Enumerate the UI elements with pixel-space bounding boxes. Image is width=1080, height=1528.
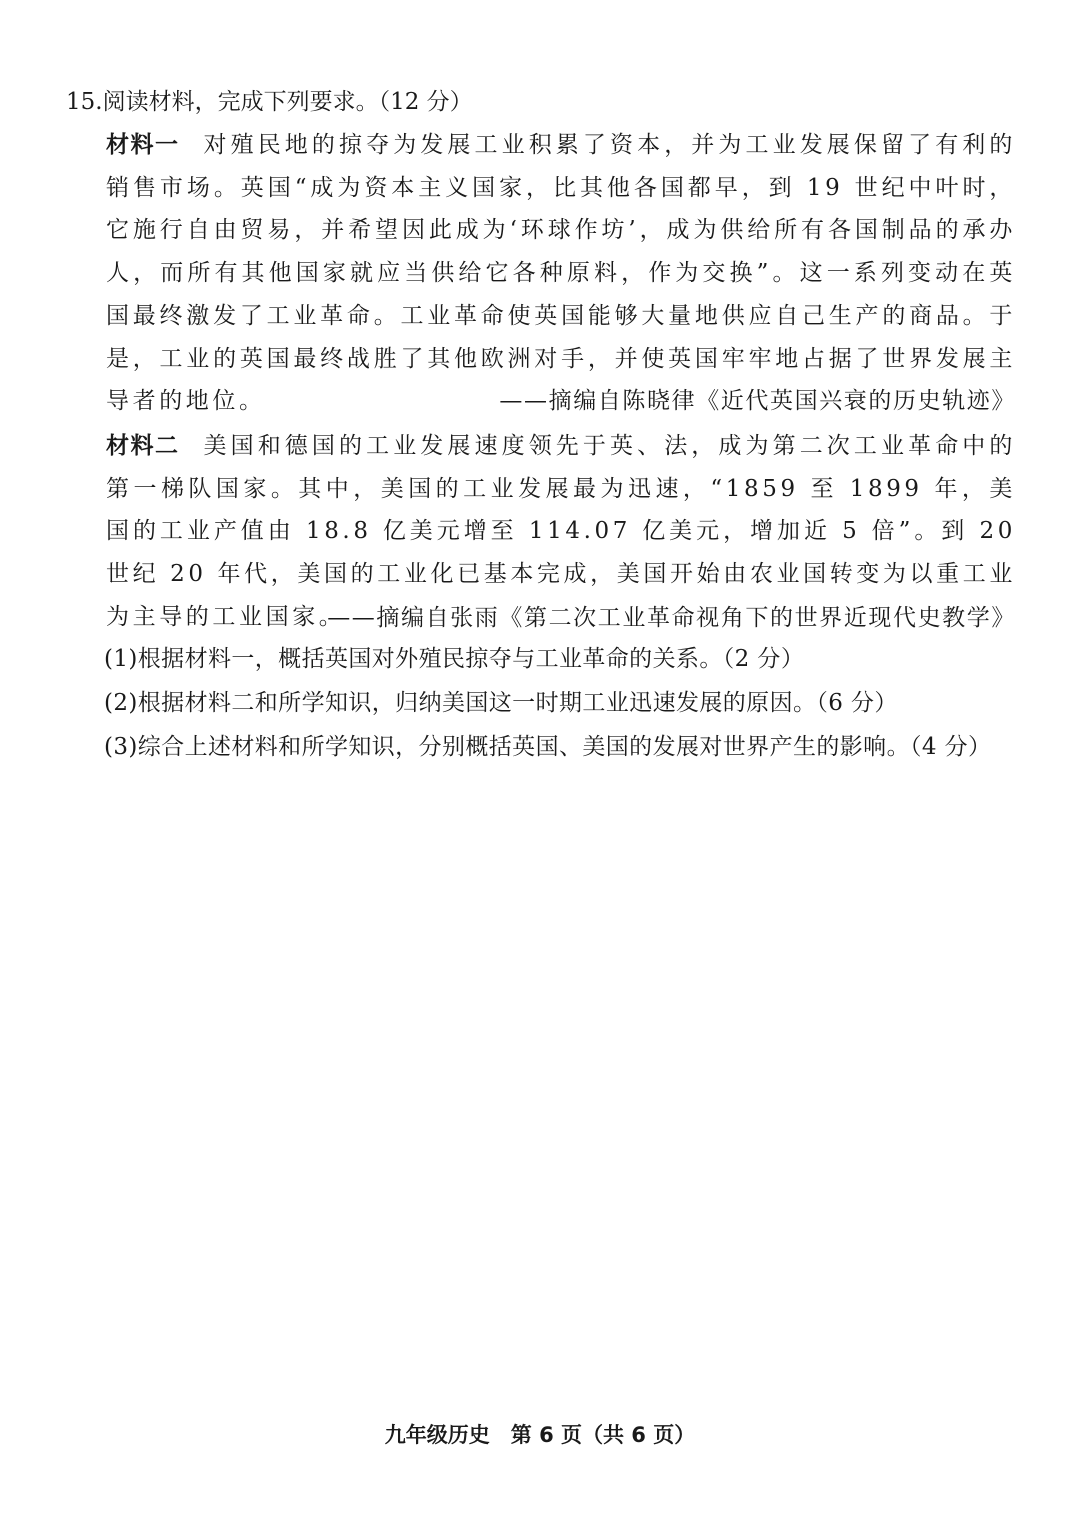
material-two-text: 美国和德国的工业发展速度领先于英、法，成为第二次工业革命中的第一梯队国家。其中，美国的工业发展最为迅速，“1859 至 1899 年，美国的工业产值由 18.8 亿美元增至 114.07 亿美元，增加近 5 倍”。到 20 世纪 20 年代，美国的工业化已基本完成，美国开始由农业国转变为以重工业为主导的工业国家。 <box>106 433 1016 630</box>
material-one-label: 材料一 <box>106 132 180 158</box>
material-two-label: 材料二 <box>106 433 180 459</box>
material-one-source: ——摘编自陈晓律《近代英国兴衰的历史轨迹》 <box>499 388 1016 414</box>
material-two-source: ——摘编自张雨《第二次工业革命视角下的世界近现代史教学》 <box>327 605 1016 631</box>
sub-question-3: (3)综合上述材料和所学知识，分别概括英国、美国的发展对世界产生的影响。（4 分） <box>104 734 992 760</box>
sub-question-1: (1)根据材料一，概括英国对外殖民掠夺与工业革命的关系。（2 分） <box>104 646 805 672</box>
page-footer: 九年级历史 第 6 页（共 6 页） <box>384 1423 696 1447</box>
sub-question-2: (2)根据材料二和所学知识，归纳美国这一时期工业迅速发展的原因。（6 分） <box>104 690 898 716</box>
material-one <box>106 124 1016 423</box>
material-one-text: 对殖民地的掠夺为发展工业积累了资本，并为工业发展保留了有利的销售市场。英国“成为资本主义国家，比其他各国都早，到 19 世纪中叶时，它施行自由贸易，并希望因此成为‘环球作坊’，成为供给所有各国制品的承办人，而所有其他国家就应当供给它各种原料，作为交换”。这一系列变动在英国最终激发了工业革命。工业革命使英国能够大量地供应自己生产的商品。于是，工业的英国最终战胜了其他欧洲对手，并使英国牢牢地占据了世界发展主导者的地位。 <box>106 132 1016 415</box>
question-title: 15.阅读材料，完成下列要求。（12 分） <box>66 89 473 115</box>
